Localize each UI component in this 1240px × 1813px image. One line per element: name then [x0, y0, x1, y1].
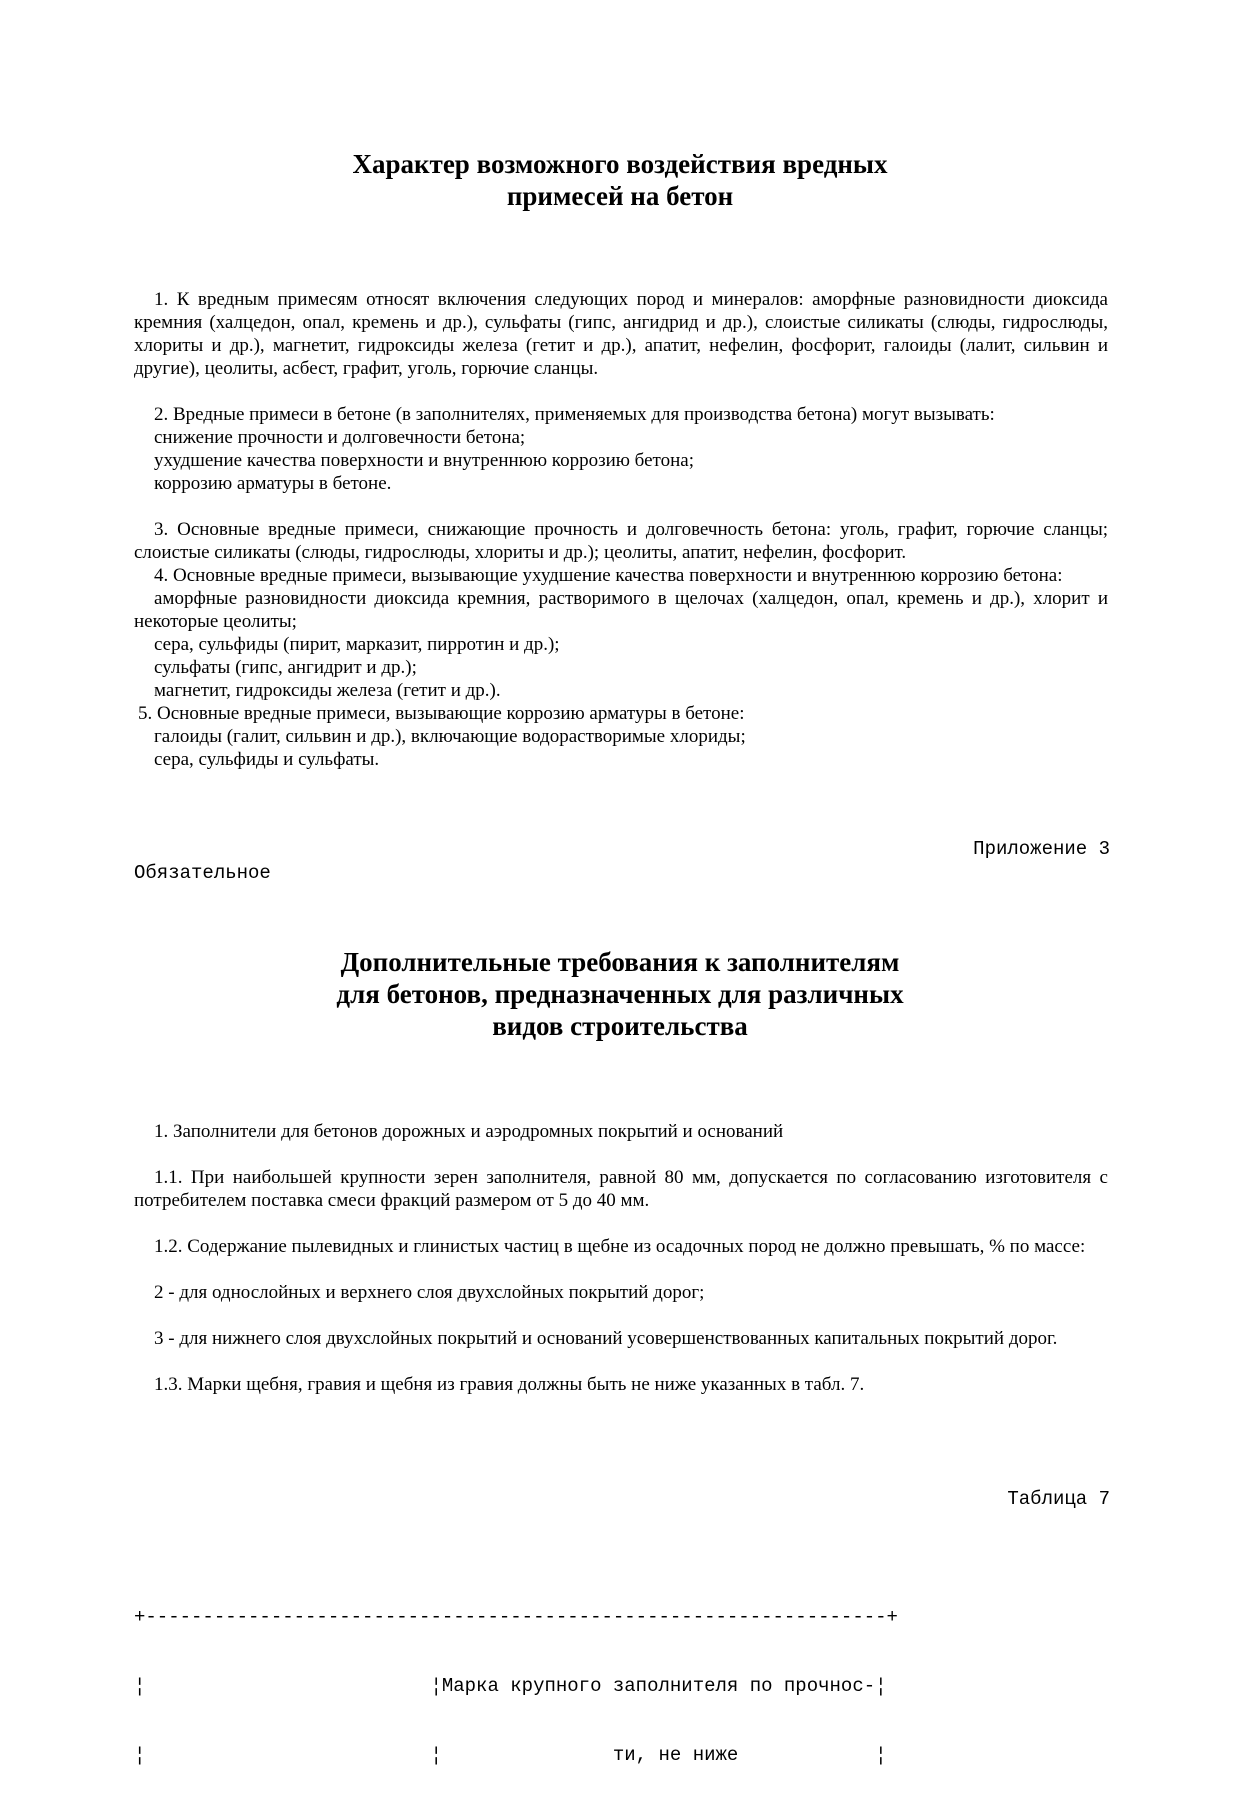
section1-title-line: Характер возможного воздействия вредных — [352, 149, 888, 179]
paragraph: магнетит, гидроксиды железа (гетит и др.). — [154, 680, 501, 701]
section1-title — [300, 148, 940, 212]
paragraph: сульфаты (гипс, ангидрит и др.); — [154, 657, 417, 678]
paragraph: аморфные разновидности диоксида кремния, растворимого в щелочах (халцедон, опал, кремень и др.), хлорит и некоторые цеолиты; — [134, 588, 1108, 632]
paragraph: ухудшение качества поверхности и внутреннюю коррозию бетона; — [154, 450, 694, 471]
section2-title-line: Дополнительные требования к заполнителям — [340, 947, 900, 977]
paragraph: 5. Основные вредные примеси, вызывающие коррозию арматуры в бетоне: — [138, 703, 745, 724]
paragraph: 3. Основные вредные примеси, снижающие прочность и долговечность бетона: уголь, графит, горючие сланцы; слоистые силикаты (слюды, гидрослюды, хлориты и др.); цеолиты, апатит, нефелин, фосфорит. — [134, 519, 1108, 563]
paragraph: 1.3. Марки щебня, гравия и щебня из гравия должны быть не ниже указанных в табл. 7. — [154, 1374, 865, 1395]
section2-title-line: для бетонов, предназначенных для различных — [336, 979, 904, 1009]
paragraph: 2 - для однослойных и верхнего слоя двухслойных покрытий дорог; — [154, 1282, 705, 1303]
paragraph: 2. Вредные примеси в бетоне (в заполнителях, применяемых для производства бетона) могут вызывать: — [154, 404, 995, 425]
paragraph: галоиды (галит, сильвин и др.), включающие водорастворимые хлориды; — [154, 726, 746, 747]
section2-title — [280, 946, 960, 1042]
paragraph: 4. Основные вредные примеси, вызывающие ухудшение качества поверхности и внутреннюю коррозию бетона: — [154, 565, 1063, 586]
table-header-line: ¦ ¦Марка крупного заполнителя по прочнос-¦ — [134, 1675, 887, 1697]
table-header — [134, 1560, 898, 1813]
table-header-line: +-----------------------------------------------------------------+ — [134, 1606, 898, 1628]
paragraph: 1. К вредным примесям относят включения следующих пород и минералов: аморфные разновидности диоксида кремния (халцедон, опал, кремень и др.), сульфаты (гипс, ангидрид и др.), слоистые силикаты (слюды, гидрослюды, хлориты и др.), магнетит, гидроксиды железа (гетит и др.), апатит, нефелин, фосфорит, галоиды (лалит, сильвин и другие), цеолиты, асбест, графит, уголь, горючие сланцы. — [134, 289, 1108, 379]
paragraph: сера, сульфиды (пирит, марказит, пирротин и др.); — [154, 634, 560, 655]
table-header-line: ¦ ¦ ти, не ниже ¦ — [134, 1744, 887, 1766]
paragraph: сера, сульфиды и сульфаты. — [154, 749, 380, 770]
section1-body — [134, 288, 1108, 771]
paragraph: снижение прочности и долговечности бетона; — [154, 427, 526, 448]
paragraph: 1. Заполнители для бетонов дорожных и аэродромных покрытий и оснований — [154, 1121, 784, 1142]
paragraph: коррозию арматуры в бетоне. — [154, 473, 392, 494]
section2-body — [134, 1120, 1108, 1396]
paragraph: 3 - для нижнего слоя двухслойных покрытий и оснований усовершенствованных капитальных покрытий дорог. — [154, 1328, 1058, 1349]
section2-title-line: видов строительства — [492, 1011, 748, 1041]
appendix-label: Приложение 3 — [973, 838, 1110, 860]
appendix-status: Обязательное — [134, 862, 271, 884]
paragraph: 1.1. При наибольшей крупности зерен заполнителя, равной 80 мм, допускается по согласованию изготовителя с потребителем поставка смеси фракций размером от 5 до 40 мм. — [134, 1167, 1108, 1211]
table-label: Таблица 7 — [1007, 1488, 1110, 1510]
paragraph: 1.2. Содержание пылевидных и глинистых частиц в щебне из осадочных пород не должно превышать, % по массе: — [154, 1236, 1086, 1257]
section1-title-line: примесей на бетон — [506, 181, 734, 211]
